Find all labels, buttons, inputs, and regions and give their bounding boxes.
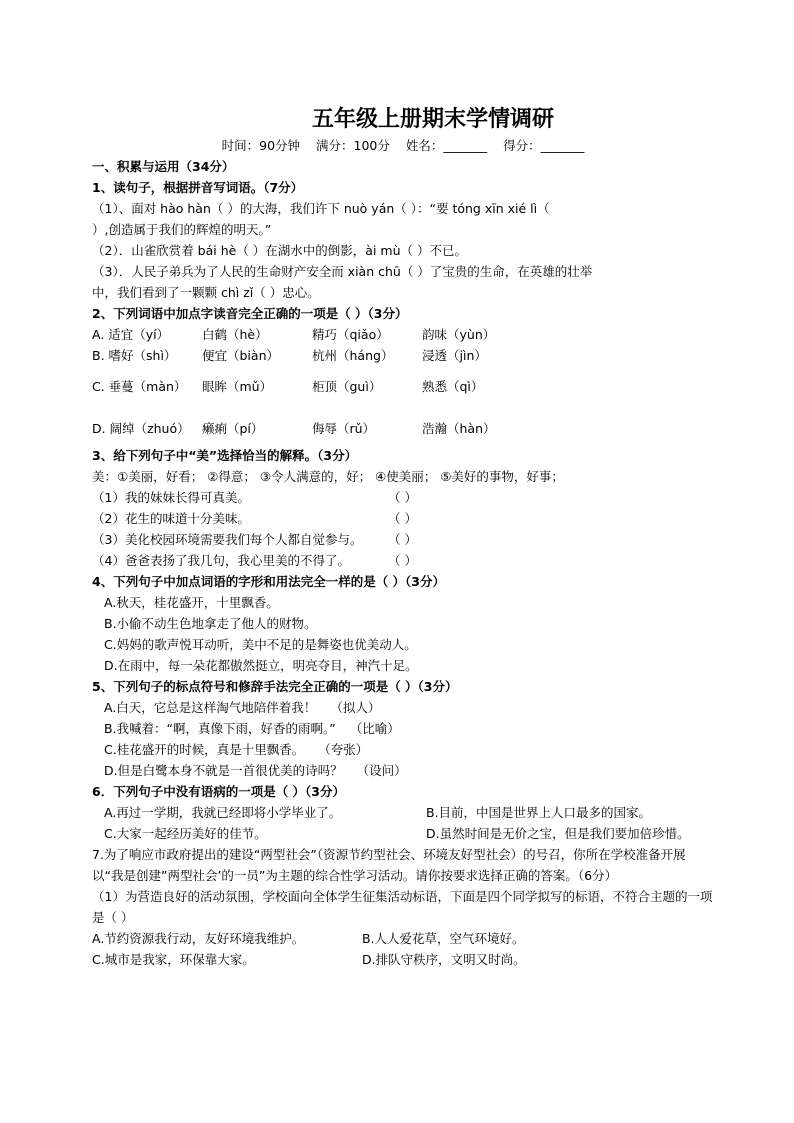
option-a <box>92 697 714 718</box>
option-c: C.城市是我家，环保靠大家。 <box>92 952 255 967</box>
question-heading: 4、下列句子中加点词语的字形和用法完全一样的是（ ）（3分） <box>92 574 445 589</box>
question-line: （3）．人民子弟兵为了人民的生命财产安全而 xiàn chū（ ）了宝贵的生命，在英雄的壮举 <box>92 264 593 279</box>
question-heading: 2、下列词语中加点字读音完全正确的一项是（ ）（3分） <box>92 306 408 321</box>
answer-blank[interactable]: （ ） <box>388 490 417 505</box>
exam-time: 时间：90分钟 <box>221 138 301 153</box>
question-item <box>92 487 714 508</box>
option-a: A.秋天，桂花盛开，十里飘香。 <box>104 595 279 610</box>
exam-total-score: 满分：100分 <box>316 138 390 153</box>
word-item: 精巧（qiǎo） <box>312 327 389 342</box>
word-item: A. 适宜（yí） <box>92 327 170 342</box>
question-heading: 6．下列句子中没有语病的一项是（ ）（3分） <box>92 784 345 799</box>
option-text: A.白天，它总是这样淘气地陪伴着我！ <box>104 700 317 715</box>
option-note: （夸张） <box>318 742 369 757</box>
word-item: 韵味（yùn） <box>422 327 496 342</box>
option-text: C.桂花盛开的时候，真是十里飘香。 <box>104 742 305 757</box>
question-line: 中，我们看到了一颗颗 chì zǐ（ ）忠心。 <box>92 285 320 300</box>
question-2 <box>92 303 714 439</box>
question-heading: 1、读句子，根据拼音写词语。（7分） <box>92 180 304 195</box>
word-item: 白鹤（hè） <box>202 327 268 342</box>
item-text: （3）美化校园环境需要我们每个人都自觉参与。 <box>92 532 363 547</box>
question-heading: 5、下列句子的标点符号和修辞手法完全正确的一项是（ ）（3分） <box>92 679 458 694</box>
option-a: A.节约资源我行动，友好环境我维护。 <box>92 931 305 946</box>
option-b: B.人人爱花草，空气环境好。 <box>362 931 525 946</box>
question-heading: 3、给下列句子中“美”选择恰当的解释。（3分） <box>92 448 358 463</box>
question-item <box>92 508 714 529</box>
word-item: 癞痢（pí） <box>202 421 264 436</box>
question-line: （2）．山雀欣赏着 bái hè（ ）在湖水中的倒影，ài mù（ ）不已。 <box>92 243 467 258</box>
sub-question: （1）为营造良好的活动氛围，学校面向全体学生征集活动标语，下面是四个同学拟写的标语，不符合主题的一项是（ ） <box>92 889 713 925</box>
question-heading: 7.为了响应市政府提出的建设“两型社会”（资源节约型社会、环境友好型社会）的号召，你所在学校准备开展以“我是创建”两型社会’的一员”为主题的综合性学习活动。请你按要求选择正确的答案。（6分） <box>92 847 686 883</box>
word-item: C. 垂蔓（màn） <box>92 379 187 394</box>
word-item: 浸透（jìn） <box>422 348 487 363</box>
question-7 <box>92 844 714 970</box>
answer-blank[interactable]: （ ） <box>388 532 417 547</box>
question-5 <box>92 676 714 781</box>
question-1 <box>92 177 714 303</box>
option-text: D.但是白鹭本身不就是一首很优美的诗吗？ <box>104 763 343 778</box>
item-text: （2）花生的味道十分美味。 <box>92 511 250 526</box>
option-row <box>92 928 714 949</box>
option-b: B.小偷不动生色地拿走了他人的财物。 <box>104 616 317 631</box>
option-note: （比喻） <box>349 721 400 736</box>
question-3 <box>92 445 714 571</box>
word-item: D. 阔绰（zhuó） <box>92 421 190 436</box>
student-name-field: 姓名：_______ <box>405 138 488 153</box>
option-row <box>92 949 714 970</box>
option-d: D.在雨中，每一朵花都傲然挺立，明亮夺目，神汽十足。 <box>104 658 418 673</box>
option-b <box>92 718 714 739</box>
item-text: （1）我的妹妹长得可真美。 <box>92 490 250 505</box>
word-item: 柜顶（guì） <box>312 379 382 394</box>
option-row <box>92 376 714 397</box>
word-item: 眼眸（mǔ） <box>202 379 273 394</box>
option-note: （拟人） <box>330 700 381 715</box>
option-row <box>92 418 714 439</box>
answer-blank[interactable]: （ ） <box>388 553 417 568</box>
option-c: C.大家一起经历美好的佳节。 <box>104 826 267 841</box>
option-c: C.妈妈的歌声悦耳动听，美中不足的是舞姿也优美动人。 <box>104 637 417 652</box>
question-line: ）,创造属于我们的辉煌的明天。” <box>92 222 272 237</box>
exam-page <box>92 104 714 970</box>
option-c <box>92 739 714 760</box>
item-text: （4）爸爸表扬了我几句，我心里美的不得了。 <box>92 553 350 568</box>
option-d: D.排队守秩序，文明又时尚。 <box>362 952 526 967</box>
option-a: A.再过一学期，我就已经即将小学毕业了。 <box>104 805 342 820</box>
option-row <box>92 823 714 844</box>
option-note: （设问） <box>356 763 407 778</box>
student-score-field: 得分：_______ <box>503 138 585 153</box>
word-item: 便宜（biàn） <box>202 348 279 363</box>
option-b: B.目前，中国是世界上人口最多的国家。 <box>426 805 652 820</box>
word-item: 浩瀚（hàn） <box>422 421 496 436</box>
definition-list: 美：①美丽，好看； ②得意； ③令人满意的，好； ④使美丽； ⑤美好的事物，好事； <box>92 469 564 484</box>
page-title: 五年级上册期末学情调研 <box>311 106 554 132</box>
section-heading: 一、积累与运用（34分） <box>92 159 235 174</box>
answer-blank[interactable]: （ ） <box>388 511 417 526</box>
word-item: 侮辱（rǔ） <box>312 421 376 436</box>
question-item <box>92 529 714 550</box>
option-d: D.虽然时间是无价之宝，但是我们要加倍珍惜。 <box>426 826 690 841</box>
exam-meta <box>92 136 714 156</box>
word-item: B. 嗜好（shì） <box>92 348 177 363</box>
question-item <box>92 550 714 571</box>
option-row <box>92 324 714 345</box>
option-d <box>92 760 714 781</box>
option-text: B.我喊着：“啊，真像下雨，好香的雨啊。” <box>104 721 336 736</box>
question-line: （1）、面对 hào hàn（ ）的大海，我们许下 nuò yán（ ）：“要 tóng xīn xié lì（ <box>92 201 550 216</box>
question-6 <box>92 781 714 844</box>
option-row <box>92 345 714 366</box>
question-4 <box>92 571 714 676</box>
option-row <box>92 802 714 823</box>
word-item: 熟悉（qì） <box>422 379 484 394</box>
word-item: 杭州（háng） <box>312 348 394 363</box>
